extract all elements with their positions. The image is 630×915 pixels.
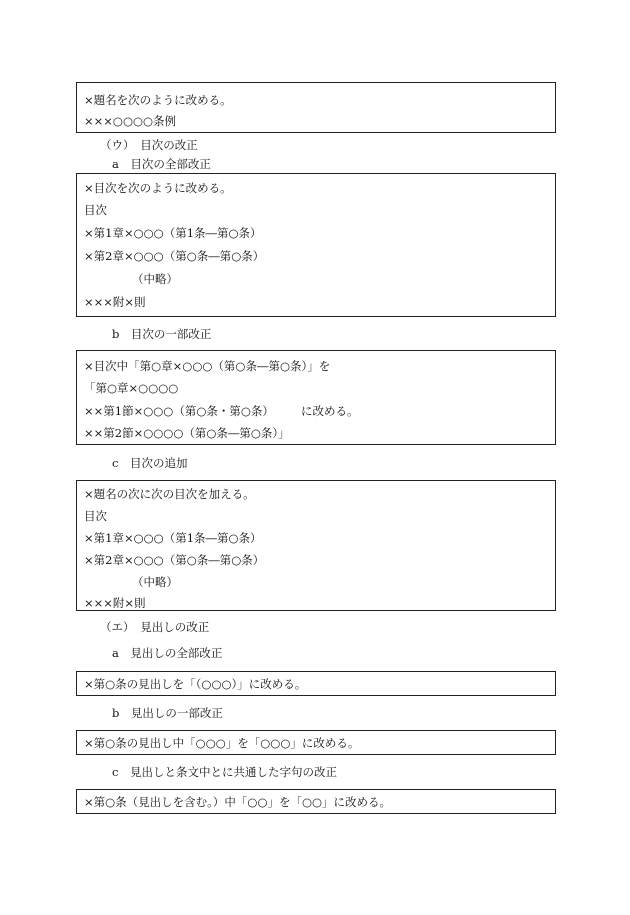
section-heading: （ウ） 目次の改正 bbox=[100, 138, 198, 152]
box-line: ×第2章×○○○（第○条―第○条） bbox=[84, 249, 265, 263]
box-line: ××第2節×○○○○（第○条―第○条）」 bbox=[84, 426, 290, 440]
box-line: ×××附×則 bbox=[84, 295, 146, 309]
common-phrase-amendment-box bbox=[76, 789, 556, 814]
box-line: ××第1節×○○○（第○条・第○条） bbox=[84, 404, 274, 418]
box-line: ×××○○○○条例 bbox=[84, 114, 177, 128]
box-line: （中略） bbox=[132, 575, 178, 589]
heading-full-amendment-box bbox=[76, 671, 556, 696]
section-heading: （エ） 見出しの改正 bbox=[100, 620, 210, 634]
box-line: 目次 bbox=[84, 509, 107, 523]
box-line: 「第○章×○○○○ bbox=[84, 381, 179, 395]
toc-partial-amendment-box bbox=[76, 350, 556, 445]
box-line: ×第1章×○○○（第1条―第○条） bbox=[84, 531, 262, 545]
box-line: ×第2章×○○○（第○条―第○条） bbox=[84, 553, 265, 567]
subsection-heading: c 目次の追加 bbox=[112, 456, 188, 470]
subsection-heading: c 見出しと条文中とに共通した字句の改正 bbox=[112, 765, 337, 779]
box-line: 目次 bbox=[84, 203, 107, 217]
box-line: ×第○条の見出しを「（○○○）」に改める。 bbox=[84, 677, 307, 691]
subsection-heading: b 目次の一部改正 bbox=[112, 327, 212, 341]
subsection-heading: a 目次の全部改正 bbox=[112, 157, 211, 171]
box-line: に改める。 bbox=[301, 404, 359, 418]
subsection-heading: a 見出しの全部改正 bbox=[112, 646, 223, 660]
box-line: ×目次を次のように改める。 bbox=[84, 181, 232, 195]
subsection-heading: b 見出しの一部改正 bbox=[112, 706, 223, 720]
toc-addition-box bbox=[76, 480, 556, 611]
box-line: ×第1章×○○○（第1条―第○条） bbox=[84, 226, 262, 240]
title-amendment-box bbox=[76, 82, 556, 133]
box-line: （中略） bbox=[132, 272, 178, 286]
box-line: ×第○条の見出し中「○○○」を「○○○」に改める。 bbox=[84, 736, 360, 750]
box-line: ×××附×則 bbox=[84, 596, 146, 610]
box-line: ×題名の次に次の目次を加える。 bbox=[84, 487, 255, 501]
heading-partial-amendment-box bbox=[76, 730, 556, 755]
box-line: ×第○条（見出しを含む。）中「○○」を「○○」に改める。 bbox=[84, 795, 392, 809]
toc-full-amendment-box bbox=[76, 173, 556, 317]
box-line: ×目次中「第○章×○○○（第○条―第○条）」を bbox=[84, 359, 331, 373]
box-line: ×題名を次のように改める。 bbox=[84, 93, 232, 107]
